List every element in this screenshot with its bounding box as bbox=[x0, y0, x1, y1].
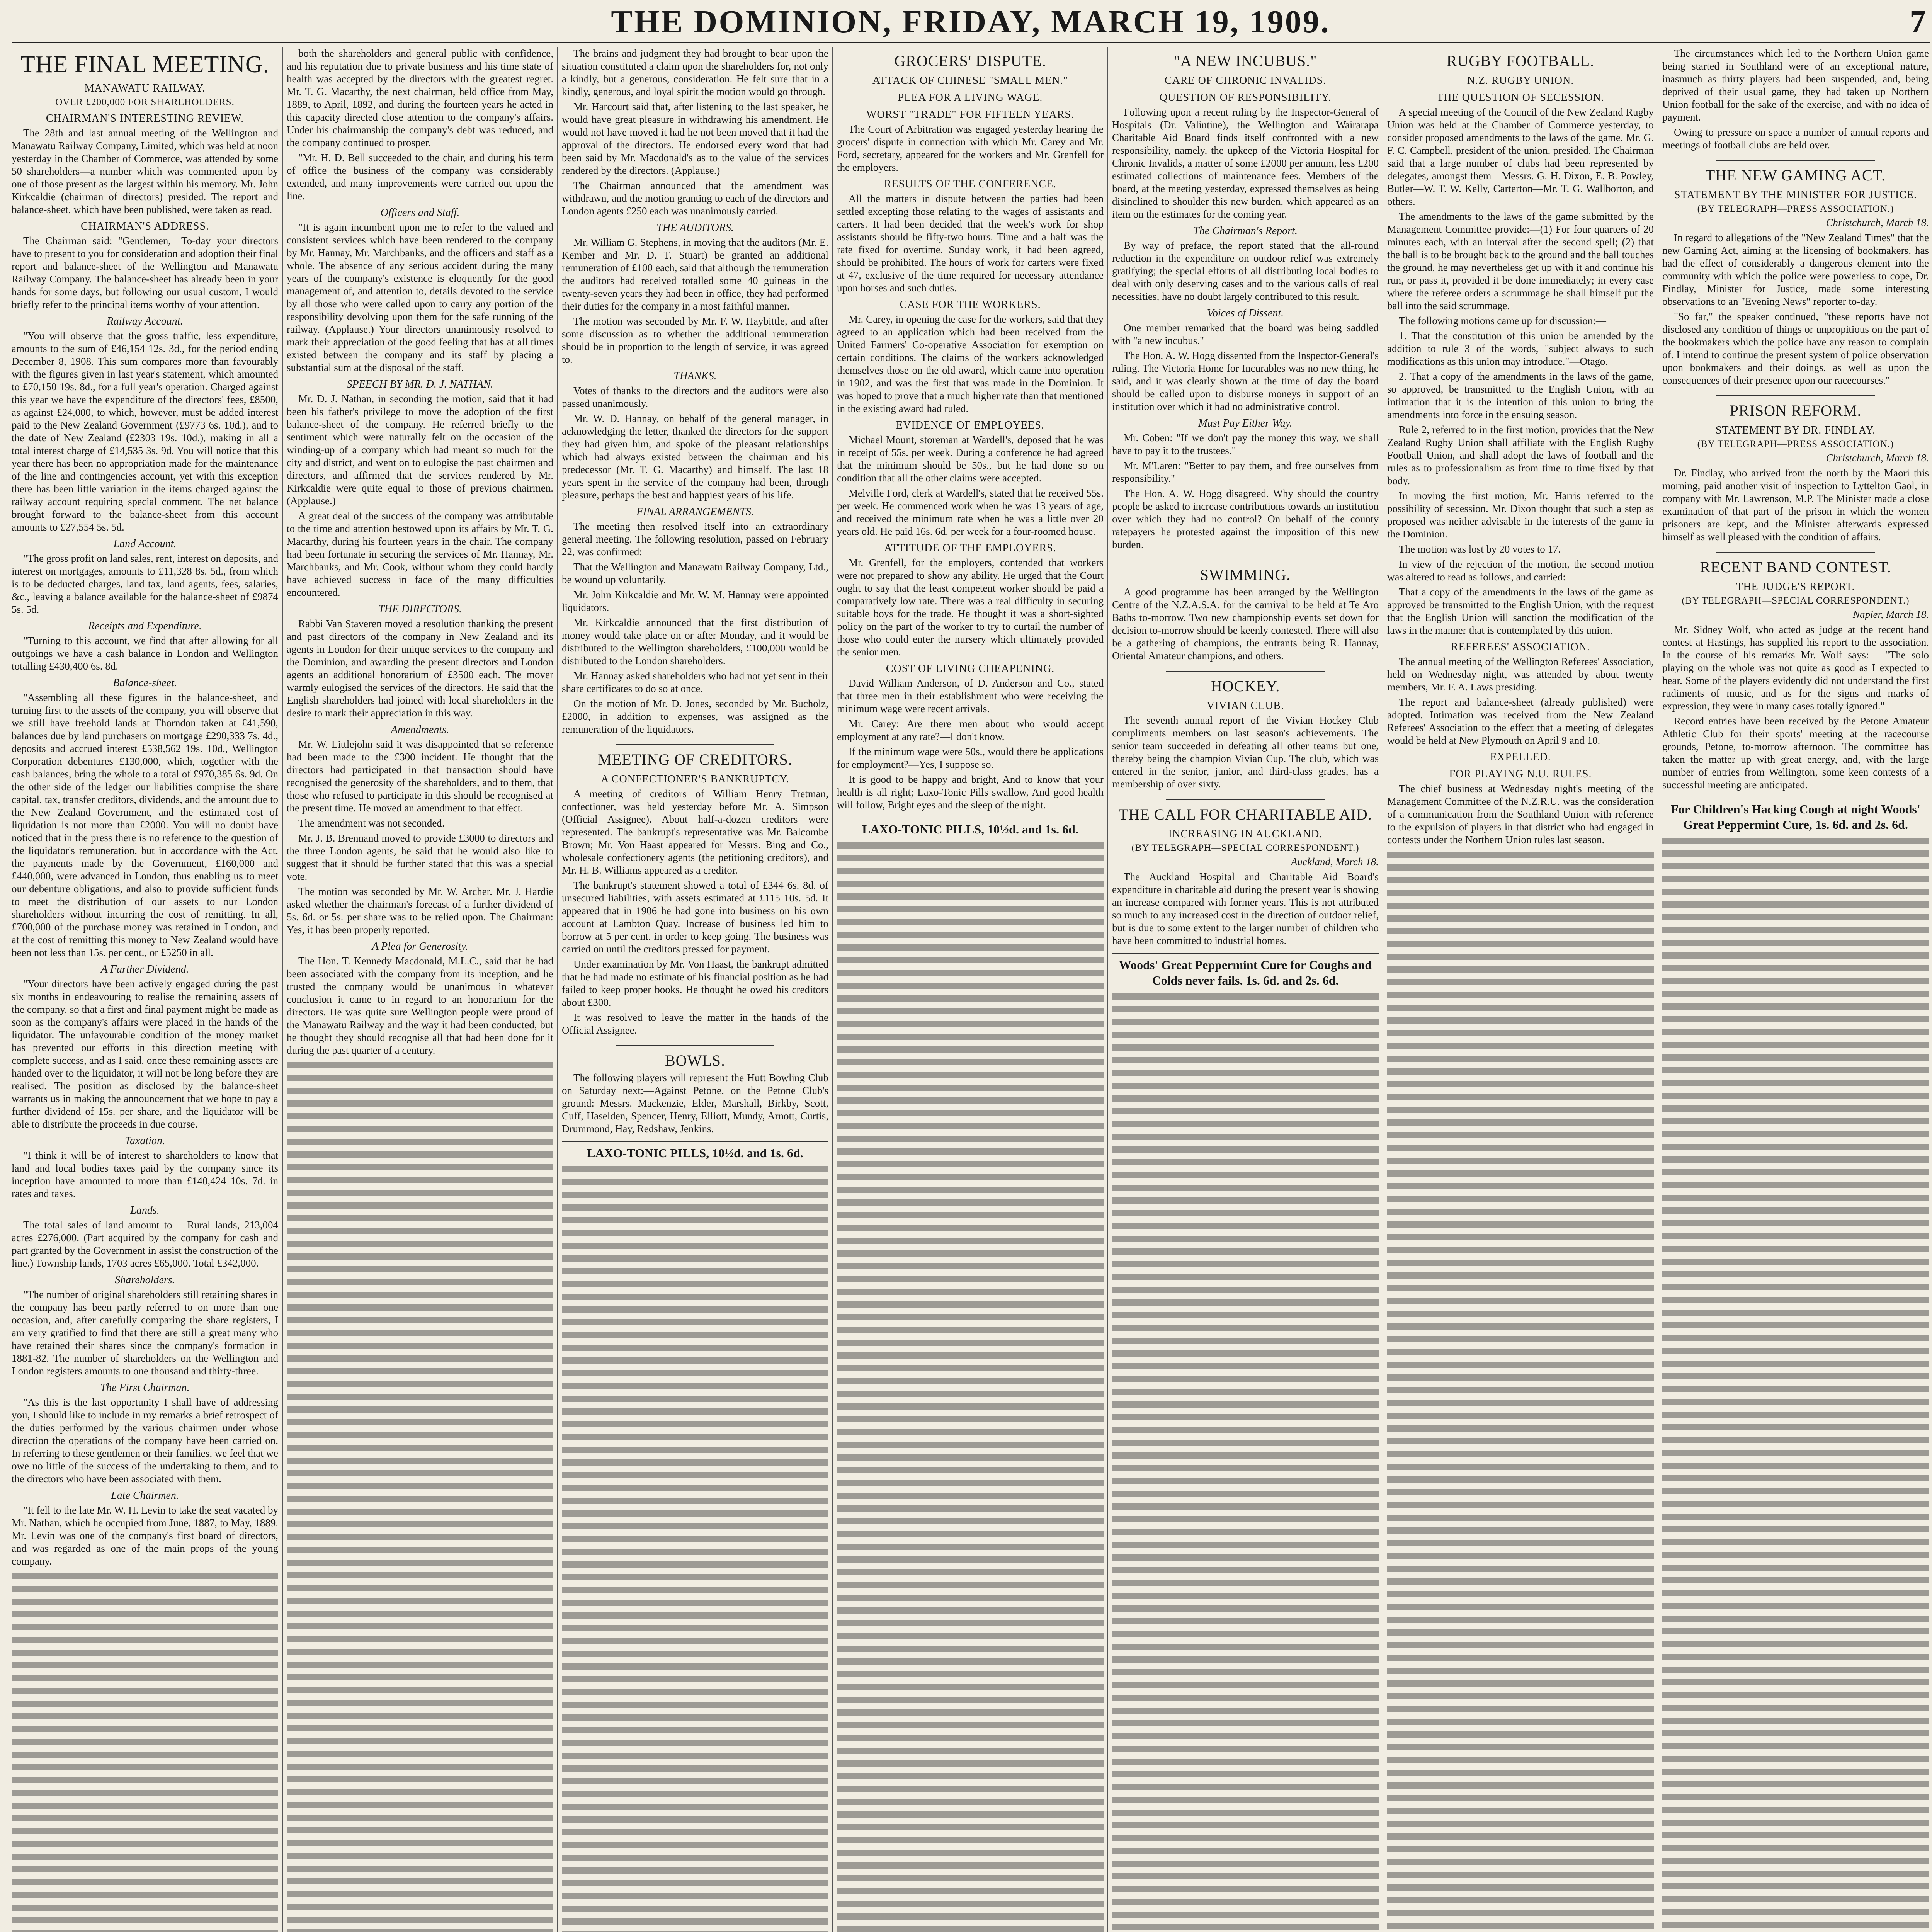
paragraph: both the shareholders and general public with confidence, and his reputation due to private business and his time state of health was accepted by the directors with the greatest regret. Mr. T. G. Macarthy, the next chairman, held office from May, 1889, to April, 1892, and during the fourteen years he acted in this capacity directed close attention to the company's affairs. Under his chairmanship the company's debt was reduced, and the company continued to prosper. bbox=[287, 48, 553, 148]
subheading: EVIDENCE OF EMPLOYEES. bbox=[896, 419, 1044, 431]
section-heading: The Chairman's Report. bbox=[1193, 225, 1298, 237]
article-headline: PRISON REFORM. bbox=[1730, 402, 1862, 419]
paragraph: A meeting of creditors of William Henry Tretman, confectioner, was held yesterday before Mr. A. Simpson (Official Assignee). About half-a-dozen creditors were represented. The bankrupt's representative was Mr. Balcombe Brown; Mr. Von Haast appeared for Messrs. Bing and Co., wholesale confectionery agents (the petitioning creditors), and Mr. H. B. Williams appeared as a creditor. bbox=[562, 788, 828, 876]
continued-text bbox=[1112, 990, 1379, 1932]
subheading: A CONFECTIONER'S BANKRUPTCY. bbox=[601, 773, 789, 785]
subheading: ATTITUDE OF THE EMPLOYERS. bbox=[884, 542, 1056, 554]
column-1 bbox=[12, 47, 278, 1932]
section-heading: The First Chairman. bbox=[100, 1382, 190, 1394]
article-divider bbox=[616, 1045, 774, 1046]
continued-text bbox=[562, 1163, 828, 1932]
paragraph: Mr. J. B. Brennand moved to provide £3000 to directors and the three London agents, he said that he would also like to suggest that it should be further stated that this was a special vote. bbox=[287, 832, 553, 882]
paragraph: The Chairman announced that the amendment was withdrawn, and the motion granting to each of the directors and London agents £250 each was unanimously carried. bbox=[562, 180, 828, 217]
paragraph: The brains and judgment they had brought to bear upon the situation constituted a claim upon the shareholders for, not only a kindly, but a generous, consideration. He felt sure that in a kindly, generous, and loyal spirit the motion would go through. bbox=[562, 48, 828, 97]
dateline: Napier, March 18. bbox=[1853, 609, 1929, 620]
paragraph: All the matters in dispute between the parties had been settled excepting those relating to the wages of assistants and carters. It had been decided that the week's work for shop assistants should be fifty-two hours. Time and a half was the rate fixed for overtime. Sunday work, it had been agreed, should be prohibited. The hours of work for carters were fixed at 47, exclusive of the time required for necessary attendance upon horses and such duties. bbox=[837, 193, 1104, 294]
byline: (BY TELEGRAPH—SPECIAL CORRESPONDENT.) bbox=[1131, 843, 1359, 853]
section-heading: THE DIRECTORS. bbox=[378, 603, 462, 615]
subheading: CHAIRMAN'S INTERESTING REVIEW. bbox=[46, 112, 244, 124]
paragraph: Dr. Findlay, who arrived from the north by the Maori this morning, paid another visit of inspection to Lyttelton Gaol, in company with Mr. Lawrenson, M.P. The Minister made a close examination of that part of the prison in which the women prisoners are kept, and the Minister afterwards expressed himself as well pleased with the condition of affairs. bbox=[1662, 467, 1929, 543]
continued-text bbox=[287, 1059, 553, 1932]
article-headline: GROCERS' DISPUTE. bbox=[894, 52, 1046, 70]
paragraph: "Your directors have been actively engaged during the past six months in endeavouring to realise the remaining assets of the company, so that a first and final payment might be made as soon as the company's affairs were placed in the hands of the liquidator. The unfavourable condition of the money market has prevented our efforts in this direction meeting with complete success, and as I said, once these remaining assets are handed over to the liquidator, it will not be long before they are realised. The position as disclosed by the balance-sheet warrants us in making the announcement that we hope to pay a further dividend of 15s. per share, and the liquidator will be able to distribute the proceeds in due course. bbox=[12, 978, 278, 1130]
section-heading: Voices of Dissent. bbox=[1207, 307, 1284, 319]
article-divider bbox=[1166, 671, 1325, 672]
dateline: Christchurch, March 18. bbox=[1826, 452, 1929, 464]
paragraph: Mr. Harcourt said that, after listening to the last speaker, he would have great pleasure in withdrawing his amendment. He would not have moved it had he not been moved that it had the approval of the directors. He endorsed every word that had been said by Mr. Macdonald's as to the value of the services rendered by the directors. (Applause.) bbox=[562, 101, 828, 176]
subheading: FOR PLAYING N.U. RULES. bbox=[1449, 768, 1592, 780]
subheading: COST OF LIVING CHEAPENING. bbox=[886, 663, 1055, 675]
section-heading: Shareholders. bbox=[115, 1274, 175, 1286]
masthead-title: THE DOMINION, FRIDAY, MARCH 19, 1909. bbox=[611, 4, 1330, 40]
paragraph: Rabbi Van Staveren moved a resolution thanking the present and past directors of the company in New Zealand and its agents in London for their unique services to the company and the Dominion, and awarding the present directors and London agents an additional honorarium of £3500 each. The mover warmly eulogised the services of the directors. He said that the English shareholders had joined with local shareholders in the desire to mark their appreciation in this way. bbox=[287, 618, 553, 719]
paragraph: "The number of original shareholders still retaining shares in the company has been partly referred to on more than one occasion, and, after carefully comparing the share registers, I am very gratified to find that there are still a great many who have retained their shares since the company's formation in 1881-82. The number of shareholders on the Wellington and London registers amounts to one thousand and thirty-three. bbox=[12, 1289, 278, 1377]
byline: (BY TELEGRAPH—SPECIAL CORRESPONDENT.) bbox=[1682, 595, 1910, 606]
dateline: Auckland, March 18. bbox=[1291, 856, 1379, 867]
paragraph: The bankrupt's statement showed a total of £344 6s. 8d. of unsecured liabilities, with assets estimated at £115 10s. 5d. It appeared that in 1906 he had gone into business on his own account at Lambton Quay. Increase of business led him to borrow at 5 per cent. in order to keep going. The business was carried on until the creditors pressed for payment. bbox=[562, 879, 828, 955]
section-heading: Amendments. bbox=[391, 724, 449, 736]
continued-text bbox=[1662, 835, 1929, 1932]
paragraph: Michael Mount, storeman at Wardell's, deposed that he was in receipt of 55s. per week. During a conference he had agreed that the minimum should be 50s., but he had done so on condition that all the other claims were accepted. bbox=[837, 434, 1104, 484]
paragraph: David William Anderson, of D. Anderson and Co., stated that three men in their establishment who were receiving the minimum wage were recent arrivals. bbox=[837, 677, 1104, 714]
paragraph: The Court of Arbitration was engaged yesterday hearing the grocers' dispute in connection with which Mr. Carey and Mr. Ford, secretary, appeared for the workers and Mr. Grenfell for the employers. bbox=[837, 123, 1104, 173]
article-headline: THE CALL FOR CHARITABLE AID. bbox=[1119, 806, 1372, 823]
paragraph: "Mr. H. D. Bell succeeded to the chair, and during his term of office the business of the company was considerably extended, and many improvements were carried out upon the line. bbox=[287, 152, 553, 202]
article-headline: THE NEW GAMING ACT. bbox=[1705, 167, 1886, 184]
section-heading: SPEECH BY MR. D. J. NATHAN. bbox=[347, 378, 493, 390]
paragraph: The motion was seconded by Mr. F. W. Haybittle, and after some discussion as to whether the additional remuneration should be in proportion to the length of service, it was agreed to. bbox=[562, 315, 828, 365]
column-7 bbox=[1662, 47, 1929, 1932]
continued-text bbox=[12, 1570, 278, 1932]
subheading: INCREASING IN AUCKLAND. bbox=[1168, 828, 1323, 840]
column-rule bbox=[557, 47, 558, 1932]
paragraph: A good programme has been arranged by the Wellington Centre of the N.Z.A.S.A. for the carnival to be held at Te Aro Baths to-morrow. Two new championship events set down for decision to-morrow should be keenly contested. There will also be a gathering of champions, the entrants being R. Hannay, Oriental Amateur champions, and others. bbox=[1112, 586, 1379, 662]
article-divider bbox=[1716, 552, 1875, 553]
section-heading: Lands. bbox=[130, 1204, 160, 1216]
paragraph: Votes of thanks to the directors and the auditors were also passed unanimously. bbox=[562, 385, 828, 409]
paragraph: In regard to allegations of the "New Zealand Times" that the new Gaming Act, aiming at the licensing of bookmakers, has had the effect of considerably a dangerous element into the community with which the police were powerless to cope, Dr. Findlay, Minister for Justice, made some interesting observations to an "Evening News" reporter to-day. bbox=[1662, 232, 1929, 307]
subheading: QUESTION OF RESPONSIBILITY. bbox=[1159, 92, 1332, 104]
subheading: THE JUDGE'S REPORT. bbox=[1736, 581, 1855, 593]
subheading: N.Z. RUGBY UNION. bbox=[1467, 75, 1574, 87]
paragraph: Following upon a recent ruling by the Inspector-General of Hospitals (Dr. Valintine), the Wellington and Wairarapa Charitable Aid Board finds itself confronted with a new responsibility, namely, the upkeep of the Victoria Hospital for Chronic Invalids, a matter of some £2000 per annum, less £200 estimated collections of maintenance fees. Members of the board, at the meeting yesterday, expressed themselves as being disinclined to shoulder this new burden, which appeared as an item on the estimates for the coming year. bbox=[1112, 106, 1379, 220]
paragraph: A special meeting of the Council of the New Zealand Rugby Union was held at the Chamber of Commerce yesterday, to consider proposed amendments to the laws of the game. Mr. G. F. C. Campbell, president of the union, presided. The Chairman said that a large number of clubs had been represented by delegates, amongst them—Messrs. G. H. Dixon, E. B. Powley, Butler—W. T. W. Kelly, Carterton—Mr. T. G. Wallborton, and others. bbox=[1387, 106, 1654, 207]
section-heading: THE AUDITORS. bbox=[656, 222, 734, 234]
article-divider bbox=[1716, 395, 1875, 396]
dateline: Christchurch, March 18. bbox=[1826, 217, 1929, 228]
paragraph: "Assembling all these figures in the balance-sheet, and turning first to the assets of the company, you will observe that we still have freehold lands at Thorndon taken at £41,590, balances due by land purchasers on mortgage £290,333 7s. 4d., deposits and accrued interest £538,562 19s. 10d., Wellington Corporation debentures £130,000, which, together with the cash balances, bring the whole to a total of £970,385 6s. 9d. On the other side of the ledger our liabilities comprise the share capital, tax, transfer creditors, dividends, and the amount due to the New Zealand Government, and the estimated cost of liquidation is not more than £2000. You will no doubt have noticed that in the press there is no reference to the question of the liquidator's remuneration, but in accordance with the Act, the payments made by the Government, £160,000 and £440,000, were advanced in London, thus enabling us to meet our debenture obligations, and also to provide sufficient funds to meet the distribution of our assets to our London shareholders without incurring the cost of remitting. In all, £700,000 of the purchase money was retained in London, and at the cost of remitting this money to New Zealand would have been not less than 15s. per cent., or £5250 in all. bbox=[12, 692, 278, 958]
paragraph: The Chairman said: "Gentlemen,—To-day your directors have to present to you for consideration and adoption their final report and balance-sheet of the Wellington and Manawatu Railway Company. The balance-sheet has already been in your hands for some days, but following our usual custom, I would briefly refer to the principal items worthy of your attention. bbox=[12, 235, 278, 310]
section-heading: Receipts and Expenditure. bbox=[88, 620, 202, 632]
article-divider bbox=[1716, 160, 1875, 161]
subheading: WORST "TRADE" FOR FIFTEEN YEARS. bbox=[866, 109, 1074, 121]
paragraph: The Hon. A. W. Hogg disagreed. Why should the country people be asked to increase contributions towards an institution over which they had no control? On behalf of the county ratepayers he protested against the imposition of this new burden. bbox=[1112, 488, 1379, 550]
paragraph: "As this is the last opportunity I shall have of addressing you, I should like to include in my remarks a brief retrospect of the duties performed by the various chairmen under whose direction the operations of the company have been carried on. In referring to these gentlemen or their families, we feel that we owe no little of the success of the undertaking to them, and to the directors who have been associated with them. bbox=[12, 1396, 278, 1485]
paragraph: "Turning to this account, we find that after allowing for all outgoings we have a cash balance in London and Wellington totalling £430,400 6s. 8d. bbox=[12, 635, 278, 672]
article-divider bbox=[616, 744, 774, 745]
article-headline: SWIMMING. bbox=[1200, 566, 1291, 583]
subheading: MANAWATU RAILWAY. bbox=[84, 82, 206, 94]
subheading: PLEA FOR A LIVING WAGE. bbox=[898, 92, 1043, 104]
paragraph: Mr. John Kirkcaldie and Mr. W. M. Hannay were appointed liquidators. bbox=[562, 589, 828, 613]
paragraph: Mr. Coben: "If we don't pay the money this way, we shall have to pay it to the trustees." bbox=[1112, 432, 1379, 456]
paragraph: The 28th and last annual meeting of the Wellington and Manawatu Railway Company, Limited, which was held at noon yesterday in the Chamber of Commerce, was attended by some 50 shareholders—a number which was commented upon by one of those present as the largest within his memory. Mr. John Kirkcaldie (chairman of directors) presided. The report and balance-sheet, which have been published, were taken as read. bbox=[12, 127, 278, 215]
section-heading: FINAL ARRANGEMENTS. bbox=[636, 506, 754, 518]
paragraph: The amendments to the laws of the game submitted by the Management Committee provide:—(1) For four quarters of 20 minutes each, with an interval after the second spell; (2) that the ball is to be brought back to the ground and the ball touches the ground, he may nevertheless get up with it and continue his run, or pass it, provided it be done immediately; in every case where the referee orders a scrummage he shall himself put the ball into the said scrummage. bbox=[1387, 211, 1654, 311]
subheading: EXPELLED. bbox=[1490, 751, 1551, 763]
column-4 bbox=[837, 47, 1104, 1932]
advertisement: For Children's Hacking Cough at night Woods' Great Peppermint Cure, 1s. 6d. and 2s. 6d. bbox=[1662, 798, 1929, 832]
article-headline: RECENT BAND CONTEST. bbox=[1700, 558, 1891, 576]
section-heading: Must Pay Either Way. bbox=[1198, 417, 1293, 429]
paragraph: The meeting then resolved itself into an extraordinary general meeting. The following resolution, passed on February 22, was confirmed:— bbox=[562, 520, 828, 558]
paragraph: The motion was seconded by Mr. W. Archer. Mr. J. Hardie asked whether the chairman's forecast of a further dividend of 5s. 6d. or 5s. per share was to be relied upon. The Chairman: Yes, it has been properly reported. bbox=[287, 886, 553, 935]
paragraph: Mr. Hannay asked shareholders who had not yet sent in their share certificates to do so at once. bbox=[562, 670, 828, 694]
paragraph: Mr. Kirkcaldie announced that the first distribution of money would take place on or after Monday, and it would be distributed to the Wellington shareholders, £100,000 would be distributed to the London shareholders. bbox=[562, 617, 828, 667]
subheading: CARE OF CHRONIC INVALIDS. bbox=[1164, 75, 1327, 87]
article-headline: RUGBY FOOTBALL. bbox=[1446, 52, 1595, 70]
column-rule bbox=[1107, 47, 1108, 1932]
paragraph: 2. That a copy of the amendments in the laws of the game, so approved, be transmitted to the English Union, with an intimation that it is the intention of this union to bring the amendments into force in the ensuing season. bbox=[1387, 371, 1654, 420]
subheading: CHAIRMAN'S ADDRESS. bbox=[80, 220, 209, 232]
subheading: RESULTS OF THE CONFERENCE. bbox=[884, 178, 1057, 190]
paragraph: The following players will represent the Hutt Bowling Club on Saturday next:—Against Petone, on the Petone Club's ground: Messrs. Mackenzie, Elder, Marshall, Birkby, Scott, Cuff, Haselden, Spencer, Henry, Elliott, Mundy, Arnott, Curtis, Drummond, Hay, Redshaw, Jenkins. bbox=[562, 1072, 828, 1134]
paragraph: That the Wellington and Manawatu Railway Company, Ltd., be wound up voluntarily. bbox=[562, 561, 828, 585]
paragraph: "You will observe that the gross traffic, less expenditure, amounts to the sum of £46,154 12s. 3d., for the period ending December 8, 1908. This sum compares more than favourably with the figures given in last year's statement, which amounted to £70,150 19s. 8d., for a full year's operation. Charged against this year we have the expenditure of the directors' fees, £8500, as against £24,000, to which, however, must be added interest paid to the New Zealand Government (£9773 6s. 10d.), and to the date of New Zealand (£2303 19s. 10d.), making in all a total interest charge of £14,535 3s. 9d. You will notice that this year there has been no appropriation made for the maintenance of the line and contingencies account, yet with this exception there has been little variation in the items charged against the railway account requiring special comment. The net balance brought forward to the balance-sheet from this account amounts to £27,554 5s. 5d. bbox=[12, 330, 278, 533]
paragraph: It was resolved to leave the matter in the hands of the Official Assignee. bbox=[562, 1012, 828, 1036]
paragraph: Mr. W. Littlejohn said it was disappointed that so reference had been made to the £300 incident. He thought that the directors had participated in that transaction should have recognised the generosity of the shareholders, and to them, that those who refused to participate in this should be recognised at the present time. He moved an amendment to that effect. bbox=[287, 738, 553, 814]
paragraph: The Hon. T. Kennedy Macdonald, M.L.C., said that he had been associated with the company from its inception, and he trusted the company would be unanimous in whatever conclusion it came to in regard to an honorarium for the directors. He was quite sure Wellington people were proud of the Manawatu Railway and the way it had been conducted, but he thought they should recognise all that had been done for it during the past quarter of a century. bbox=[287, 955, 553, 1056]
paragraph: A great deal of the success of the company was attributable to the time and attention bestowed upon its affairs by Mr. T. G. Macarthy, during his fourteen years in the chair. The company had been fortunate in securing the services of Mr. Hannay, Mr. Marchbanks, and Mr. Cook, without whom they could hardly have achieved success in face of the many difficulties encountered. bbox=[287, 510, 553, 598]
subheading: REFEREES' ASSOCIATION. bbox=[1451, 641, 1590, 653]
article-headline: "A NEW INCUBUS." bbox=[1173, 52, 1317, 70]
paragraph: It is good to be happy and bright, And to know that your health is all right; Laxo-Tonic Pills swallow, And good health will follow, Bright eyes and the sleep of the night. bbox=[837, 774, 1104, 811]
section-heading: Balance-sheet. bbox=[113, 677, 177, 689]
paragraph: The total sales of land amount to— Rural lands, 213,004 acres £276,000. (Part acquired by the company for cash and part granted by the Government in assist the construction of the line.) Township lands, 1703 acres £65,000. Total £342,000. bbox=[12, 1219, 278, 1269]
masthead bbox=[12, 3, 1930, 43]
paragraph: "So far," the speaker continued, "these reports have not disclosed any condition of things or unpropitious on the part of the bookmakers which the police have any reason to complain of. I intend to continue the present system of police observation upon bookmakers and their doings, as well as upon the consequences of their presence upon our racecourses." bbox=[1662, 311, 1929, 386]
paragraph: One member remarked that the board was being saddled with "a new incubus." bbox=[1112, 322, 1379, 346]
continued-text bbox=[1387, 849, 1654, 1932]
paragraph: The circumstances which led to the Northern Union game being started in Southland were of an exceptional nature, inasmuch as thirty players had been suspended, and, being deprived of their usual game, they had taken up Northern Union football for the sake of the exercise, and with no idea of payment. bbox=[1662, 48, 1929, 123]
paragraph: The Hon. A. W. Hogg dissented from the Inspector-General's ruling. The Victoria Home for Incurables was no new thing, he said, and it was clearly shown at the time of day the board should be called upon to disburse moneys in support of an institution over which it had no administrative control. bbox=[1112, 350, 1379, 412]
paragraph: In view of the rejection of the motion, the second motion was altered to read as follows, and carried:— bbox=[1387, 558, 1654, 583]
paragraph: Mr. Carey: Are there men about who would accept employment at any rate?—I don't know. bbox=[837, 718, 1104, 742]
paragraph: 1. That the constitution of this union be amended by the addition to rule 3 of the words, "subject always to such modifications as this union may introduce."—Otago. bbox=[1387, 330, 1654, 367]
paragraph: "The gross profit on land sales, rent, interest on deposits, and interest on mortgages, amounts to £11,328 8s. 5d., from which is to be deducted charges, land tax, land agents, fees, salaries, &c., leaving a balance available for the balance-sheet of £9874 5s. 5d. bbox=[12, 553, 278, 615]
paragraph: The annual meeting of the Wellington Referees' Association, held on Wednesday night, was attended by about twenty members, Mr. F. A. Laws presiding. bbox=[1387, 656, 1654, 693]
paragraph: Mr. D. J. Nathan, in seconding the motion, said that it had been his father's privilege to move the adoption of the first balance-sheet of the company. He referred briefly to the sentiment which were naturally felt on the occasion of the winding-up of a company which had meant so much for the city and district, and went on to eulogise the past chairmen and directors, and affirmed that the services rendered by Mr. Kirkcaldie were quite equal to those of previous chairmen. (Applause.) bbox=[287, 393, 553, 507]
byline: OVER £200,000 FOR SHAREHOLDERS. bbox=[55, 97, 235, 107]
paragraph: Owing to pressure on space a number of annual reports and meetings of football clubs are held over. bbox=[1662, 126, 1929, 151]
paragraph: Mr. W. D. Hannay, on behalf of the general manager, in acknowledging the letter, thanked the directors for the support they had given him, and spoke of the pleasant relationships which had always existed between the chairman and his predecessor (Mr. T. G. Macarthy) and himself. The last 18 years spent in the service of the company had been, through pleasure, perhaps the best and happiest years of his life. bbox=[562, 413, 828, 501]
section-heading: THANKS. bbox=[673, 370, 717, 382]
paragraph: Rule 2, referred to in the first motion, provides that the New Zealand Rugby Union shall affiliate with the English Rugby Football Union, and shall adopt the laws of football and the rules as to professionalism as from time to time fixed by that body. bbox=[1387, 424, 1654, 486]
section-heading: Taxation. bbox=[125, 1135, 165, 1147]
byline: (BY TELEGRAPH—PRESS ASSOCIATION.) bbox=[1697, 204, 1894, 214]
paragraph: "I think it will be of interest to shareholders to know that land and local bodies taxes paid by the company since its inception have amounted to more than £140,424 10s. 7d. in rates and taxes. bbox=[12, 1150, 278, 1199]
page-number: 7 bbox=[1910, 4, 1926, 40]
paragraph: If the minimum wage were 50s., would there be applications for employment?—Yes, I suppose so. bbox=[837, 746, 1104, 770]
paragraph: "It fell to the late Mr. W. H. Levin to take the seat vacated by Mr. Nathan, which he occupied from June, 1887, to May, 1889. Mr. Levin was one of the company's first board of directors, and was regarded as one of the main props of the young company. bbox=[12, 1504, 278, 1567]
paragraph: Mr. Sidney Wolf, who acted as judge at the recent band contest at Hastings, has supplied his report to the association. In the course of his remarks Mr. Wolf says:— "The solo playing on the whole was not quite as good as I expected to hear. Some of the players evidently did not understand the first rudiments of music, and as for the signs and marks of expression, they were in many cases totally ignored." bbox=[1662, 624, 1929, 712]
paragraph: Mr. M'Laren: "Better to pay them, and free ourselves from responsibility." bbox=[1112, 460, 1379, 484]
paragraph: The seventh annual report of the Vivian Hockey Club compliments members on last season's achievements. The senior team succeeded in defeating all other teams but one, thereby being the champion Vivian Cup. The club, which was entered in the senior, junior, and third-class grades, has a membership of over sixty. bbox=[1112, 714, 1379, 790]
article-headline: BOWLS. bbox=[665, 1052, 725, 1069]
paragraph: The chief business at Wednesday night's meeting of the Management Committee of the N.Z.R.U. was the consideration of a communication from the Southland Union with reference to the expulsion of players in that district who had engaged in contests under the Northern Union rules last season. bbox=[1387, 783, 1654, 845]
advertisement: LAXO-TONIC PILLS, 10½d. and 1s. 6d. bbox=[837, 818, 1104, 837]
advertisement: LAXO-TONIC PILLS, 10½d. and 1s. 6d. bbox=[562, 1141, 828, 1161]
column-rule bbox=[282, 47, 283, 1932]
subheading: VIVIAN CLUB. bbox=[1206, 700, 1284, 712]
subheading: CASE FOR THE WORKERS. bbox=[900, 299, 1041, 311]
paragraph: Mr. Carey, in opening the case for the workers, said that they agreed to an application which had been received from the United Farmers' Co-operative Association for exemption on certain conditions. The claims of the workers acknowledged themselves those on the old award, which came into operation in 1902, and was the first that was made in the Dominion. It was hoped to prove that a much higher rate than that mentioned in the existing award had ruled. bbox=[837, 313, 1104, 414]
paragraph: Mr. Grenfell, for the employers, contended that workers were not prepared to show any ability. He urged that the Court ought to say that the least competent worker should be paid a comparatively low rate. There was a real difficulty in securing suitable boys for the trade. He thought it was a short-sighted policy on the part of the worker to try to curtail the number of those who could enter the nursery which ultimately provided the senior men. bbox=[837, 557, 1104, 658]
subheading: ATTACK OF CHINESE "SMALL MEN." bbox=[872, 75, 1068, 87]
column-3 bbox=[562, 47, 828, 1932]
column-2 bbox=[287, 47, 553, 1932]
column-6 bbox=[1387, 47, 1654, 1932]
paragraph: The report and balance-sheet (already published) were adopted. Intimation was received from the New Zealand Referees' Association to the effect that a meeting of delegates would be held at New Plymouth on April 9 and 10. bbox=[1387, 696, 1654, 746]
paragraph: The Auckland Hospital and Charitable Aid Board's expenditure in charitable aid during the present year is showing an increase compared with former years. This is not attributed so much to any increased cost in the direction of outdoor relief, but is due to some extent to the larger number of children who have been committed to industrial homes. bbox=[1112, 871, 1379, 946]
paragraph: The amendment was not seconded. bbox=[298, 817, 445, 829]
paragraph: Mr. William G. Stephens, in moving that the auditors (Mr. E. Kember and Mr. D. T. Stuart) be granted an additional remuneration of £100 each, said that although the remuneration the auditors had received totalled some 40 guineas in the twenty-seven years they had been in office, they had performed their duties for the company in a most faithful manner. bbox=[562, 236, 828, 312]
paragraph: Melville Ford, clerk at Wardell's, stated that he received 55s. per week. He commenced work when he was 13 years of age, and received the minimum rate when he was a little over 20 years old. He paid 16s. 6d. per week for a four-roomed house. bbox=[837, 487, 1104, 537]
column-rule bbox=[832, 47, 833, 1932]
subheading: THE QUESTION OF SECESSION. bbox=[1437, 92, 1604, 104]
paragraph: In moving the first motion, Mr. Harris referred to the possibility of secession. Mr. Dixon thought that such a step as proposed was neither advisable in the interests of the game in the Dominion. bbox=[1387, 490, 1654, 540]
paragraph: "It is again incumbent upon me to refer to the valued and consistent services which have been rendered to the company by Mr. Hannay, Mr. Marchbanks, and the officers and staff as a whole. The absence of any serious accident during the many years of the company's existence is eloquently for the good management of, and attention to, details devoted to the service by all those who were called upon to carry any portion of the responsibility devolving upon them for the safe running of the railway. (Applause.) Your directors unanimously resolved to mark their appreciation of the good feeling that has at all times existed between the company and its staff by placing a substantial sum at the disposal of the staff. bbox=[287, 221, 553, 373]
paragraph: On the motion of Mr. D. Jones, seconded by Mr. Bucholz, £2000, in addition to expenses, was assigned as the remuneration of the liquidators. bbox=[562, 698, 828, 735]
advertisement: Woods' Great Peppermint Cure for Coughs and Colds never fails. 1s. 6d. and 2s. 6d. bbox=[1112, 953, 1379, 988]
article-headline: MEETING OF CREDITORS. bbox=[598, 751, 793, 768]
section-heading: Land Account. bbox=[113, 538, 177, 550]
byline: (BY TELEGRAPH—PRESS ASSOCIATION.) bbox=[1697, 439, 1894, 449]
subheading: STATEMENT BY THE MINISTER FOR JUSTICE. bbox=[1674, 189, 1917, 201]
section-heading: Railway Account. bbox=[107, 315, 183, 327]
paragraph: The following motions came up for discussion:— bbox=[1399, 315, 1606, 327]
paragraph: Under examination by Mr. Von Haast, the bankrupt admitted that he had made no estimate of his financial position as he had failed to keep proper books. He thought he owed his creditors about £300. bbox=[562, 958, 828, 1008]
section-heading: A Further Dividend. bbox=[101, 963, 189, 975]
article-divider bbox=[1166, 799, 1325, 800]
section-heading: Late Chairmen. bbox=[111, 1490, 179, 1502]
paragraph: By way of preface, the report stated that the all-round reduction in the expenditure on outdoor relief was extremely gratifying; the special efforts of all distributing local bodies to deal with only deserving cases and to the various calls of real necessities, have no doubt largely contributed to this result. bbox=[1112, 240, 1379, 302]
column-5 bbox=[1112, 47, 1379, 1932]
section-heading: A Plea for Generosity. bbox=[372, 940, 468, 952]
article-headline: HOCKEY. bbox=[1211, 677, 1280, 695]
continued-text bbox=[837, 839, 1104, 1932]
main-headline: THE FINAL MEETING. bbox=[20, 51, 270, 78]
section-heading: Officers and Staff. bbox=[380, 207, 460, 219]
subheading: STATEMENT BY DR. FINDLAY. bbox=[1715, 424, 1876, 436]
paragraph: The motion was lost by 20 votes to 17. bbox=[1399, 543, 1561, 555]
paragraph: Record entries have been received by the Petone Amateur Athletic Club for their sports' meeting at the racecourse grounds, Petone, to-morrow afternoon. The committee has taken the matter up with great energy, and, with the large number of entries from Wellington, some keen contests of a successful meeting are anticipated. bbox=[1662, 715, 1929, 791]
paragraph: That a copy of the amendments in the laws of the game as approved be transmitted to the English Union, with the request that the English Union will sanction the modification of the laws in the manner that is contemplated by this union. bbox=[1387, 586, 1654, 636]
